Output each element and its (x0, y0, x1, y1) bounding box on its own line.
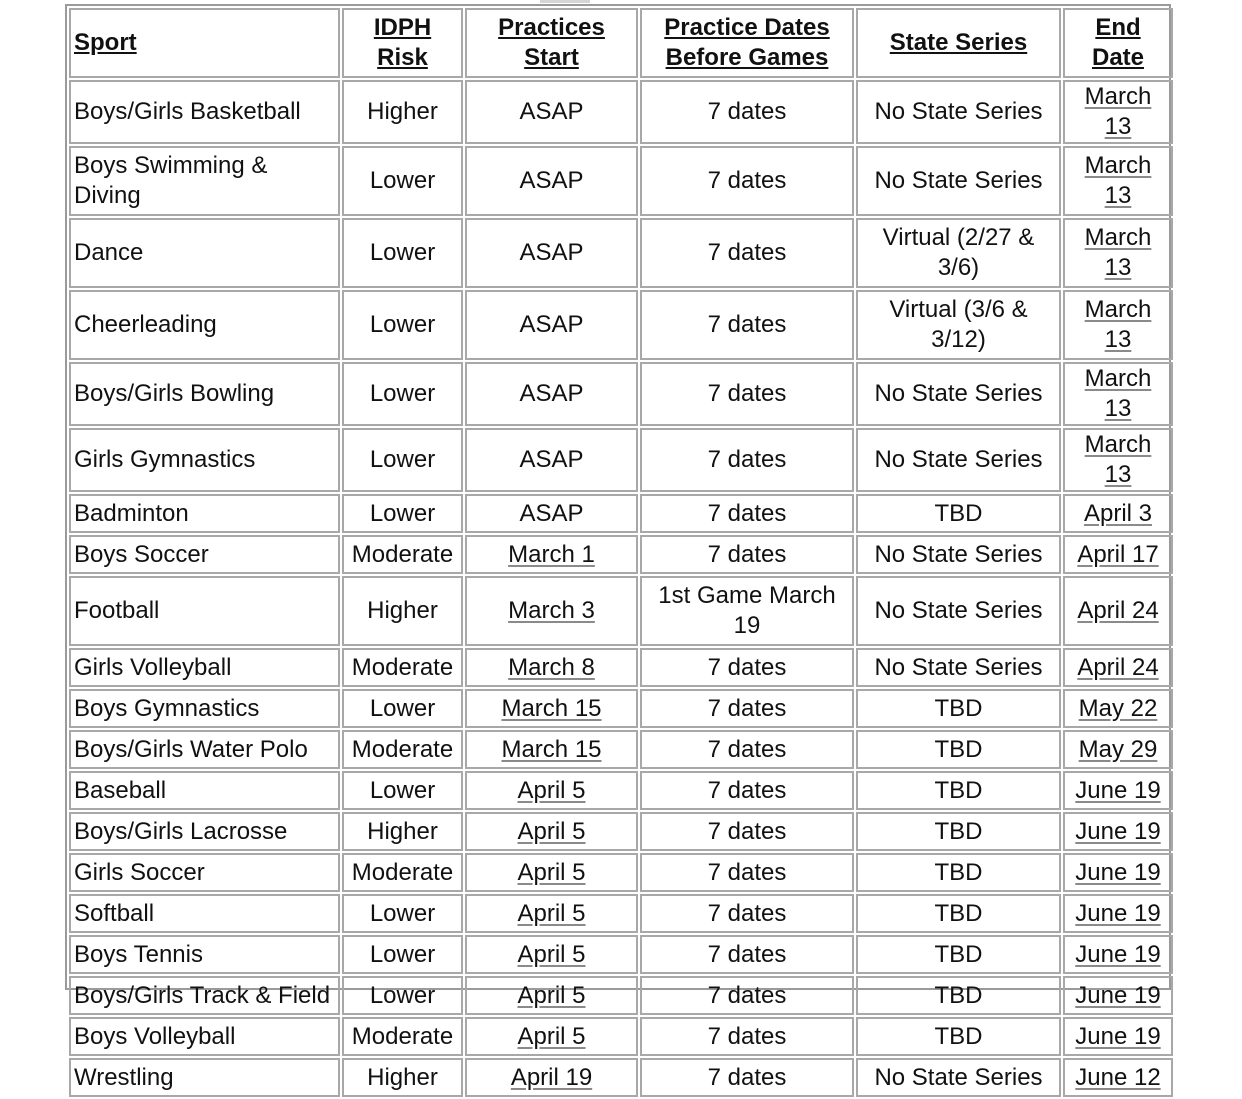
cell-practice-dates: 7 dates (640, 853, 854, 892)
cell-idph-risk: Lower (342, 494, 463, 533)
cell-sport: Boys Volleyball (69, 1017, 340, 1056)
cell-state-series: TBD (856, 1017, 1061, 1056)
cell-idph-risk: Lower (342, 428, 463, 492)
cell-end-date: May 29 (1063, 730, 1173, 769)
table-row (69, 976, 1173, 1015)
cell-idph-risk: Moderate (342, 730, 463, 769)
cell-sport: Girls Soccer (69, 853, 340, 892)
cell-idph-risk: Lower (342, 290, 463, 360)
cell-end-date: March 13 (1063, 218, 1173, 288)
table-row (69, 428, 1173, 492)
cell-practice-dates: 1st Game March 19 (640, 576, 854, 646)
table-row (69, 648, 1173, 687)
cell-practices-start: April 5 (465, 894, 638, 933)
table-row (69, 535, 1173, 574)
table-row (69, 362, 1173, 426)
cell-practice-dates: 7 dates (640, 812, 854, 851)
cell-end-date: March 13 (1063, 290, 1173, 360)
cell-idph-risk: Lower (342, 894, 463, 933)
cell-state-series: TBD (856, 935, 1061, 974)
table-row (69, 771, 1173, 810)
cell-sport: Boys Soccer (69, 535, 340, 574)
cell-state-series: TBD (856, 689, 1061, 728)
cell-idph-risk: Lower (342, 771, 463, 810)
cell-sport: Football (69, 576, 340, 646)
cell-sport: Boys Tennis (69, 935, 340, 974)
cell-sport: Boys/Girls Track & Field (69, 976, 340, 1015)
cell-idph-risk: Moderate (342, 853, 463, 892)
cell-practice-dates: 7 dates (640, 494, 854, 533)
cell-end-date: March 13 (1063, 146, 1173, 216)
cell-state-series: TBD (856, 812, 1061, 851)
cell-practices-start: April 19 (465, 1058, 638, 1097)
cell-idph-risk: Lower (342, 976, 463, 1015)
cell-practices-start: April 5 (465, 976, 638, 1015)
cell-practice-dates: 7 dates (640, 80, 854, 144)
cell-practice-dates: 7 dates (640, 290, 854, 360)
cell-end-date: March 13 (1063, 80, 1173, 144)
cell-practice-dates: 7 dates (640, 362, 854, 426)
cell-state-series: No State Series (856, 428, 1061, 492)
cell-end-date: June 19 (1063, 771, 1173, 810)
cell-practices-start: March 8 (465, 648, 638, 687)
cell-state-series: Virtual (3/6 & 3/12) (856, 290, 1061, 360)
cell-end-date: June 19 (1063, 935, 1173, 974)
cell-sport: Boys/Girls Lacrosse (69, 812, 340, 851)
cell-end-date: April 24 (1063, 648, 1173, 687)
cell-idph-risk: Moderate (342, 648, 463, 687)
cell-idph-risk: Moderate (342, 535, 463, 574)
cell-practices-start: ASAP (465, 494, 638, 533)
cell-practices-start: April 5 (465, 935, 638, 974)
cell-sport: Badminton (69, 494, 340, 533)
cell-sport: Boys/Girls Water Polo (69, 730, 340, 769)
cell-state-series: Virtual (2/27 & 3/6) (856, 218, 1061, 288)
header-sport: Sport (69, 8, 340, 78)
table-row (69, 218, 1173, 288)
cell-end-date: June 19 (1063, 853, 1173, 892)
cell-state-series: No State Series (856, 576, 1061, 646)
cell-state-series: TBD (856, 771, 1061, 810)
cell-end-date: May 22 (1063, 689, 1173, 728)
cell-state-series: No State Series (856, 648, 1061, 687)
table-row (69, 812, 1173, 851)
cell-practice-dates: 7 dates (640, 1058, 854, 1097)
cell-end-date: March 13 (1063, 428, 1173, 492)
header-idph-risk: IDPH Risk (342, 8, 463, 78)
cell-practice-dates: 7 dates (640, 648, 854, 687)
cell-idph-risk: Higher (342, 812, 463, 851)
cell-practices-start: March 1 (465, 535, 638, 574)
cell-practice-dates: 7 dates (640, 535, 854, 574)
cell-sport: Wrestling (69, 1058, 340, 1097)
table-body (69, 80, 1173, 1097)
header-row (69, 8, 1173, 78)
cell-idph-risk: Lower (342, 362, 463, 426)
header-end-date: End Date (1063, 8, 1173, 78)
cell-idph-risk: Lower (342, 218, 463, 288)
cell-sport: Baseball (69, 771, 340, 810)
cell-sport: Boys Swimming & Diving (69, 146, 340, 216)
cell-practice-dates: 7 dates (640, 894, 854, 933)
table-row (69, 146, 1173, 216)
cell-practice-dates: 7 dates (640, 771, 854, 810)
cell-sport: Boys/Girls Basketball (69, 80, 340, 144)
cell-practices-start: ASAP (465, 362, 638, 426)
table-row (69, 494, 1173, 533)
cell-idph-risk: Higher (342, 1058, 463, 1097)
cell-practices-start: ASAP (465, 80, 638, 144)
cell-end-date: June 19 (1063, 1017, 1173, 1056)
cell-state-series: No State Series (856, 362, 1061, 426)
header-practices-start: Practices Start (465, 8, 638, 78)
cell-practice-dates: 7 dates (640, 935, 854, 974)
cell-practices-start: April 5 (465, 771, 638, 810)
table-row (69, 1058, 1173, 1097)
cell-practice-dates: 7 dates (640, 146, 854, 216)
cell-practices-start: March 15 (465, 730, 638, 769)
cell-idph-risk: Moderate (342, 1017, 463, 1056)
cell-idph-risk: Higher (342, 80, 463, 144)
table-row (69, 853, 1173, 892)
cell-state-series: TBD (856, 894, 1061, 933)
cell-sport: Dance (69, 218, 340, 288)
cell-state-series: TBD (856, 853, 1061, 892)
cell-sport: Softball (69, 894, 340, 933)
header-state-series: State Series (856, 8, 1061, 78)
cell-idph-risk: Lower (342, 689, 463, 728)
cell-end-date: March 13 (1063, 362, 1173, 426)
cell-sport: Boys Gymnastics (69, 689, 340, 728)
cell-practice-dates: 7 dates (640, 1017, 854, 1056)
table-row (69, 689, 1173, 728)
table-row (69, 1017, 1173, 1056)
cell-end-date: April 17 (1063, 535, 1173, 574)
cell-practices-start: March 15 (465, 689, 638, 728)
cell-idph-risk: Higher (342, 576, 463, 646)
cell-end-date: April 3 (1063, 494, 1173, 533)
sports-schedule-table-frame (65, 4, 1171, 1091)
cell-state-series: TBD (856, 494, 1061, 533)
table-row (69, 894, 1173, 933)
cell-sport: Girls Gymnastics (69, 428, 340, 492)
cell-practice-dates: 7 dates (640, 976, 854, 1015)
table-row (69, 730, 1173, 769)
cell-sport: Girls Volleyball (69, 648, 340, 687)
cell-practices-start: ASAP (465, 146, 638, 216)
sports-schedule-table (67, 6, 1175, 1099)
cell-practice-dates: 7 dates (640, 730, 854, 769)
cell-state-series: No State Series (856, 1058, 1061, 1097)
table-row (69, 576, 1173, 646)
cell-end-date: June 19 (1063, 894, 1173, 933)
cell-practice-dates: 7 dates (640, 218, 854, 288)
cell-idph-risk: Lower (342, 935, 463, 974)
cell-practices-start: April 5 (465, 812, 638, 851)
cropped-heading-fragment (540, 0, 590, 3)
table-row (69, 290, 1173, 360)
cell-end-date: June 19 (1063, 812, 1173, 851)
cell-practices-start: April 5 (465, 1017, 638, 1056)
cell-state-series: No State Series (856, 535, 1061, 574)
cell-sport: Cheerleading (69, 290, 340, 360)
cell-practices-start: ASAP (465, 290, 638, 360)
cell-practice-dates: 7 dates (640, 428, 854, 492)
cell-state-series: TBD (856, 976, 1061, 1015)
cell-practice-dates: 7 dates (640, 689, 854, 728)
cell-end-date: June 19 (1063, 976, 1173, 1015)
table-row (69, 80, 1173, 144)
header-practice-dates: Practice Dates Before Games (640, 8, 854, 78)
cell-state-series: No State Series (856, 80, 1061, 144)
table-row (69, 935, 1173, 974)
cell-state-series: No State Series (856, 146, 1061, 216)
cell-state-series: TBD (856, 730, 1061, 769)
cell-practices-start: March 3 (465, 576, 638, 646)
cell-sport: Boys/Girls Bowling (69, 362, 340, 426)
cell-idph-risk: Lower (342, 146, 463, 216)
cell-practices-start: ASAP (465, 218, 638, 288)
cell-end-date: April 24 (1063, 576, 1173, 646)
cell-practices-start: April 5 (465, 853, 638, 892)
cell-end-date: June 12 (1063, 1058, 1173, 1097)
cell-practices-start: ASAP (465, 428, 638, 492)
